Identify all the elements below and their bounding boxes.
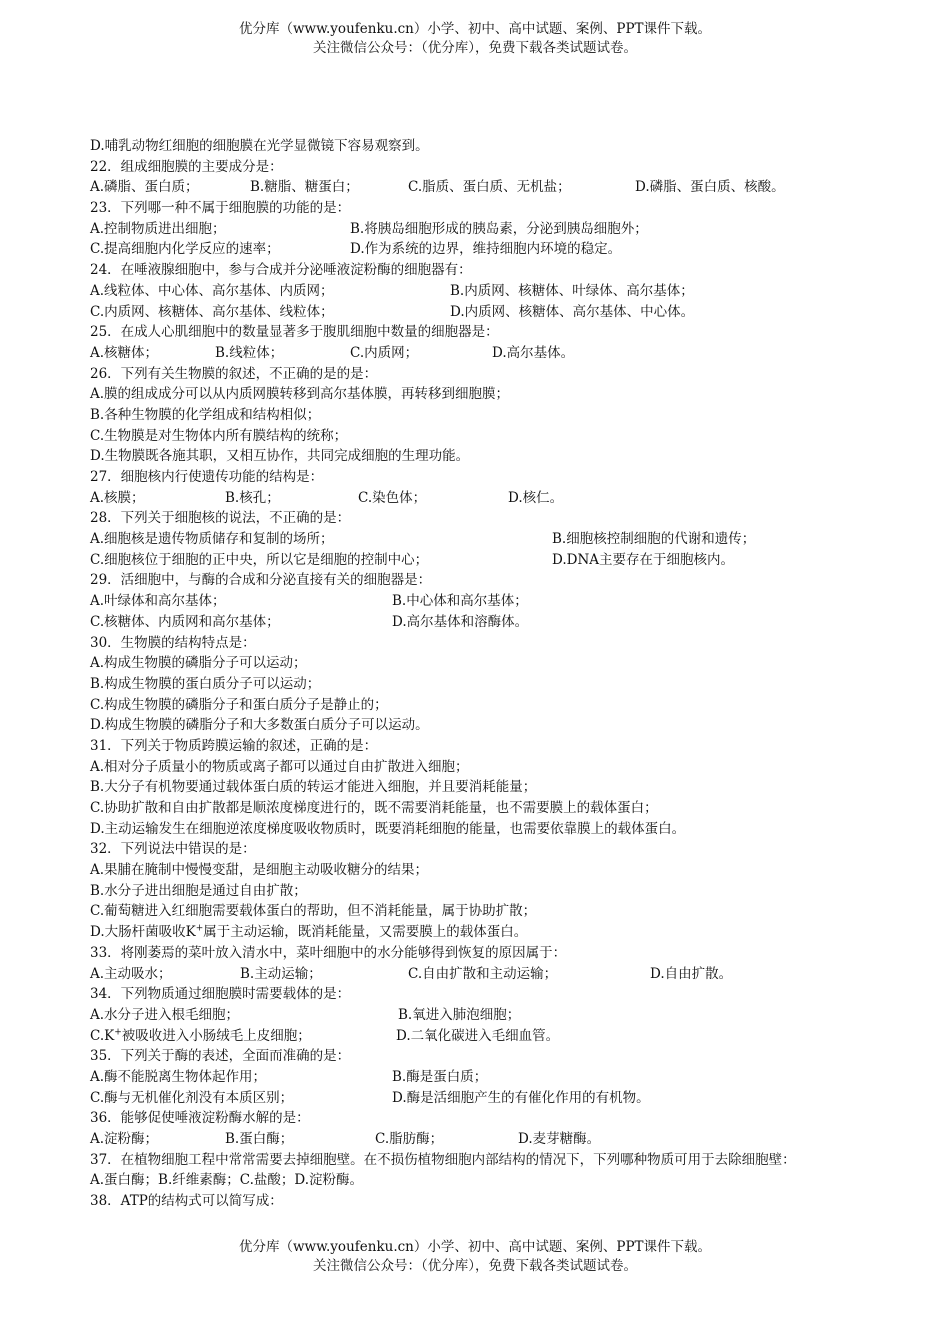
q28-options-ab <box>90 529 870 550</box>
q36-option-c: C.脂肪酶； <box>375 1131 444 1147</box>
q32-option-d-pre: D.大肠杆菌吸收K <box>90 924 196 941</box>
q30-option-d: D.构成生物膜的磷脂分子和大多数蛋白质分子可以运动。 <box>90 717 429 734</box>
q35-options-cd <box>90 1088 870 1109</box>
header-line-1: 优分库（www.youfenku.cn）小学、初中、高中试题、案例、PPT课件下载。 <box>238 21 712 37</box>
q36-option-d: D.麦芽糖酶。 <box>518 1131 601 1147</box>
q29-option-b: B.中心体和高尔基体； <box>392 593 528 610</box>
q25-option-c: C.内质网； <box>350 344 419 361</box>
q25-options <box>90 343 870 364</box>
q28-stem: 28．下列关于细胞核的说法，不正确的是： <box>90 510 351 527</box>
q35-option-c: C.酶与无机催化剂没有本质区别； <box>90 1089 294 1106</box>
question-list <box>90 136 870 1212</box>
q22-option-c: C.脂质、蛋白质、无机盐； <box>408 179 571 196</box>
q34-option-a: A.水分子进入根毛细胞； <box>90 1006 240 1023</box>
q34-options-ab <box>90 1005 870 1026</box>
q27-option-d: D.核仁。 <box>508 489 564 506</box>
footer-line-1: 优分库（www.youfenku.cn）小学、初中、高中试题、案例、PPT课件下载。 <box>238 1239 712 1255</box>
q28-option-a: A.细胞核是遗传物质储存和复制的场所； <box>90 531 334 548</box>
q35-stem: 35．下列关于酶的表述，全面而准确的是： <box>90 1048 351 1065</box>
q34-option-b: B.氧进入肺泡细胞； <box>398 1006 521 1023</box>
q26-option-b: B.各种生物膜的化学组成和结构相似； <box>90 406 321 423</box>
page-footer <box>0 1238 950 1276</box>
q28-options-cd <box>90 550 870 571</box>
q25-stem: 25．在成人心肌细胞中的数量显著多于腹肌细胞中数量的细胞器是： <box>90 324 499 341</box>
q37-options: A.蛋白酶；B.纤维素酶；C.盐酸；D.淀粉酶。 <box>90 1172 364 1189</box>
header-line-2: 关注微信公众号：（优分库），免费下载各类试题试卷。 <box>313 40 637 56</box>
q31-stem: 31．下列关于物质跨膜运输的叙述，正确的是： <box>90 737 378 754</box>
q30-stem: 30．生物膜的结构特点是： <box>90 634 256 651</box>
q37-stem: 37．在植物细胞工程中常常需要去掉细胞壁。在不损伤植物细胞内部结构的情况下，下列哪种物质可用于去除细胞壁： <box>90 1151 796 1168</box>
q22-option-d: D.磷脂、蛋白质、核酸。 <box>635 179 785 196</box>
q28-option-c: C.细胞核位于细胞的正中央，所以它是细胞的控制中心； <box>90 551 429 568</box>
q32-option-d-sup: + <box>195 923 204 934</box>
q24-option-c: C.内质网、核糖体、高尔基体、线粒体； <box>90 303 334 320</box>
q34-option-c-post: 被吸收进入小肠绒毛上皮细胞； <box>121 1027 311 1044</box>
q22-stem: 22．组成细胞膜的主要成分是： <box>90 158 283 175</box>
q32-option-a: A.果脯在腌制中慢慢变甜，是细胞主动吸收糖分的结果； <box>90 862 429 879</box>
q35-options-ab <box>90 1067 870 1088</box>
q26-stem: 26．下列有关生物膜的叙述，不正确的是的是： <box>90 365 378 382</box>
q34-option-d: D.二氧化碳进入毛细血管。 <box>396 1027 560 1044</box>
q33-option-b: B.主动运输； <box>240 965 322 982</box>
q22-option-a: A.磷脂、蛋白质； <box>90 179 199 196</box>
q24-option-a: A.线粒体、中心体、高尔基体、内质网； <box>90 282 334 299</box>
q31-option-b: B.大分子有机物要通过载体蛋白质的转运才能进入细胞，并且要消耗能量； <box>90 779 537 796</box>
q27-option-b: B.核孔； <box>225 489 280 506</box>
q25-option-d: D.高尔基体。 <box>492 344 575 361</box>
q29-option-a: A.叶绿体和高尔基体； <box>90 593 226 610</box>
q33-option-c: C.自由扩散和主动运输； <box>408 965 558 982</box>
q24-option-b: B.内质网、核糖体、叶绿体、高尔基体； <box>450 282 694 299</box>
q36-option-b: B.蛋白酶； <box>225 1131 294 1147</box>
q33-stem: 33．将刚萎焉的菜叶放入清水中，菜叶细胞中的水分能够得到恢复的原因属于： <box>90 944 567 961</box>
q34-option-c-sup: + <box>114 1027 122 1038</box>
q26-option-a: A.膜的组成成分可以从内质网膜转移到高尔基体膜，再转移到细胞膜； <box>90 386 510 403</box>
q23-stem: 23．下列哪一种不属于细胞膜的功能的是： <box>90 200 351 217</box>
q34-options-cd <box>90 1026 870 1047</box>
q27-stem: 27．细胞核内行使遗传功能的结构是： <box>90 469 324 485</box>
q32-option-d <box>90 922 870 943</box>
q24-options-ab <box>90 281 870 302</box>
q33-options <box>90 964 870 985</box>
q31-option-a: A.相对分子质量小的物质或离子都可以通过自由扩散进入细胞； <box>90 758 469 775</box>
q23-options-ab <box>90 219 870 240</box>
q29-options-cd <box>90 612 870 633</box>
q29-option-c: C.核糖体、内质网和高尔基体； <box>90 613 280 630</box>
q23-options-cd <box>90 239 870 260</box>
q22-options <box>90 177 870 198</box>
q34-option-c <box>90 1026 311 1047</box>
q32-option-c: C.葡萄糖进入红细胞需要载体蛋白的帮助，但不消耗能量，属于协助扩散； <box>90 903 537 920</box>
q34-option-c-pre: C.K <box>90 1027 115 1044</box>
q35-option-b: B.酶是蛋白质； <box>392 1068 488 1085</box>
q32-option-d-post: 属于主动运输，既消耗能量，又需要膜上的载体蛋白。 <box>203 924 528 941</box>
q31-option-d: D.主动运输发生在细胞逆浓度梯度吸收物质时，既要消耗细胞的能量，也需要依靠膜上的载体蛋白。 <box>90 820 686 837</box>
q30-option-c: C.构成生物膜的磷脂分子和蛋白质分子是静止的； <box>90 696 388 713</box>
q29-option-d: D.高尔基体和溶酶体。 <box>392 613 529 630</box>
q36-stem: 36．能够促使唾液淀粉酶水解的是： <box>90 1110 310 1127</box>
q29-options-ab <box>90 591 870 612</box>
q36-options <box>90 1129 870 1150</box>
q27-option-c: C.染色体； <box>358 489 427 506</box>
page-header <box>0 20 950 58</box>
q27-options <box>90 488 870 509</box>
q36-option-a: A.淀粉酶； <box>90 1131 159 1147</box>
q21-option-d: D.哺乳动物红细胞的细胞膜在光学显微镜下容易观察到。 <box>90 138 429 154</box>
q28-option-b: B.细胞核控制细胞的代谢和遗传； <box>552 531 756 548</box>
q26-option-c: C.生物膜是对生物体内所有膜结构的统称； <box>90 427 348 444</box>
q23-option-c: C.提高细胞内化学反应的速率； <box>90 241 280 258</box>
q23-option-b: B.将胰岛细胞形成的胰岛素，分泌到胰岛细胞外； <box>350 220 648 237</box>
q30-option-a: A.构成生物膜的磷脂分子可以运动； <box>90 655 307 672</box>
footer-line-2: 关注微信公众号：（优分库），免费下载各类试题试卷。 <box>313 1258 637 1274</box>
q33-option-a: A.主动吸水； <box>90 965 172 982</box>
q28-option-d: D.DNA主要存在于细胞核内。 <box>552 551 735 568</box>
q22-option-b: B.糖脂、糖蛋白； <box>250 179 359 196</box>
q35-option-a: A.酶不能脱离生物体起作用； <box>90 1068 267 1085</box>
q31-option-c: C.协助扩散和自由扩散都是顺浓度梯度进行的，既不需要消耗能量，也不需要膜上的载体蛋白； <box>90 800 658 816</box>
q23-option-a: A.控制物质进出细胞； <box>90 220 226 237</box>
q26-option-d: D.生物膜既各施其职，又相互协作，共同完成细胞的生理功能。 <box>90 448 470 465</box>
q35-option-d: D.酶是活细胞产生的有催化作用的有机物。 <box>392 1089 650 1106</box>
q27-option-a: A.核膜； <box>90 489 145 506</box>
q33-option-d: D.自由扩散。 <box>650 965 733 982</box>
q34-stem: 34．下列物质通过细胞膜时需要载体的是： <box>90 986 351 1003</box>
q29-stem: 29．活细胞中，与酶的合成和分泌直接有关的细胞器是： <box>90 572 432 589</box>
q23-option-d: D.作为系统的边界，维持细胞内环境的稳定。 <box>350 241 622 258</box>
q30-option-b: B.构成生物膜的蛋白质分子可以运动； <box>90 675 321 692</box>
q38-stem: 38．ATP的结构式可以简写成： <box>90 1193 283 1210</box>
q24-stem: 24．在唾液腺细胞中，参与合成并分泌唾液淀粉酶的细胞器有： <box>90 262 472 279</box>
q24-options-cd <box>90 302 870 323</box>
q24-option-d: D.内质网、核糖体、高尔基体、中心体。 <box>450 303 695 320</box>
q25-option-b: B.线粒体； <box>215 344 284 361</box>
q25-option-a: A.核糖体； <box>90 344 159 361</box>
q32-option-b: B.水分子进出细胞是通过自由扩散； <box>90 882 307 899</box>
q32-stem: 32．下列说法中错误的是： <box>90 841 256 858</box>
